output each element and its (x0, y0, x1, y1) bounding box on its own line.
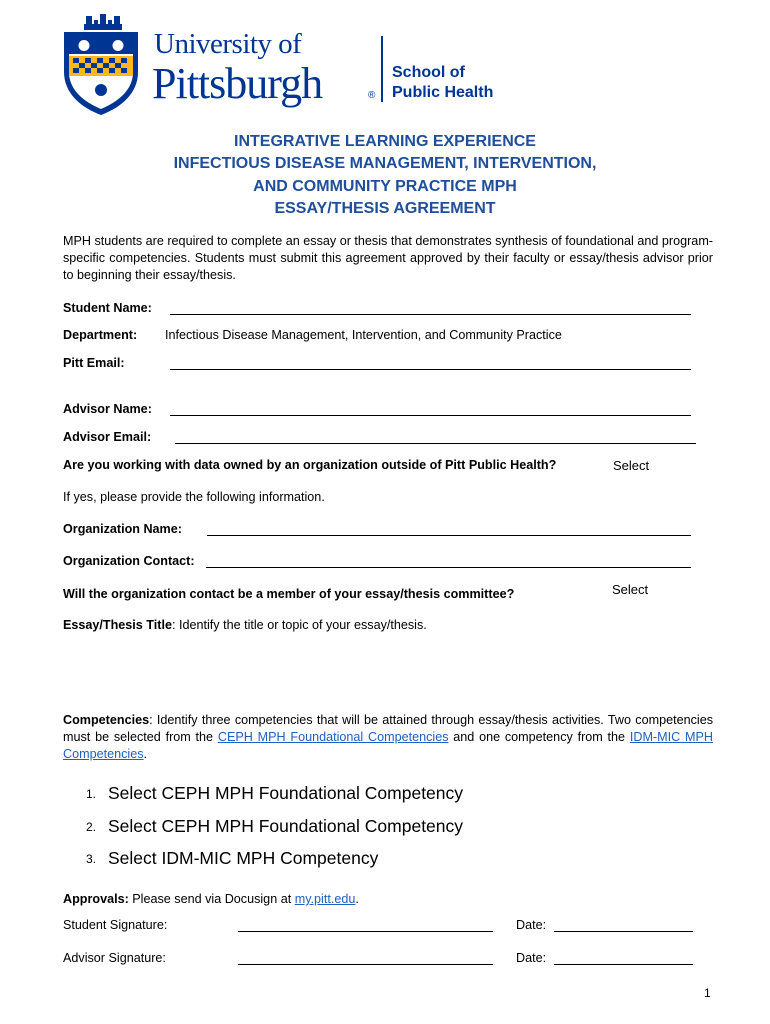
student-signature-label: Student Signature: (63, 918, 168, 932)
committee-question: Will the organization contact be a member of your essay/thesis committee? (63, 587, 515, 601)
approvals-label: Approvals: (63, 892, 129, 906)
school-name-line1: School of (392, 64, 465, 81)
page-number: 1 (704, 986, 711, 1000)
advisor-date-label: Date: (516, 951, 547, 965)
school-name-line2: Public Health (392, 84, 494, 101)
university-wordmark-line1: University of (154, 28, 302, 60)
competency-number-2: 2. (86, 820, 97, 834)
advisor-signature-label: Advisor Signature: (63, 951, 166, 965)
advisor-name-label: Advisor Name: (63, 402, 152, 416)
organization-contact-label: Organization Contact: (63, 554, 195, 568)
essay-title-label: Essay/Thesis Title (63, 618, 172, 632)
university-wordmark-line2: Pittsburgh (152, 59, 323, 108)
document-title-line3: AND COMMUNITY PRACTICE MPH (253, 178, 517, 195)
shield-icon (62, 14, 140, 116)
committee-select[interactable]: Select (612, 582, 649, 597)
data-ownership-question: Are you working with data owned by an organization outside of Pitt Public Health? (63, 458, 557, 472)
approvals-instruction (63, 892, 359, 906)
organization-contact-field[interactable] (206, 567, 691, 568)
ceph-competencies-link[interactable]: CEPH MPH Foundational Competencies (217, 730, 449, 744)
my-pitt-link[interactable]: my.pitt.edu (294, 892, 356, 906)
advisor-signature-field[interactable] (238, 964, 493, 965)
department-value: Infectious Disease Management, Intervention, and Community Practice (165, 328, 562, 342)
student-name-label: Student Name: (63, 301, 152, 315)
competencies-label: Competencies (63, 713, 150, 727)
intro-paragraph: MPH students are required to complete an essay or thesis that demonstrates synthesis of foundational and program-specific competencies. Students must submit this agreement approved by their faculty or essay/thesis advisor prior to beginning their essay/thesis. (63, 234, 713, 282)
essay-title-text: : Identify the title or topic of your essay/thesis. (171, 618, 427, 632)
approvals-end: . (355, 892, 359, 906)
document-title-line2: INFECTIOUS DISEASE MANAGEMENT, INTERVENTION, (173, 155, 597, 172)
student-date-label: Date: (516, 918, 547, 932)
organization-name-field[interactable] (207, 535, 691, 536)
organization-name-label: Organization Name: (63, 522, 182, 536)
university-logo (62, 14, 502, 120)
data-ownership-select[interactable]: Select (613, 458, 650, 473)
competency-number-3: 3. (86, 852, 97, 866)
competencies-text-3: . (143, 747, 148, 761)
advisor-date-field[interactable] (554, 964, 693, 965)
competencies-text-2: and one competency from the (448, 730, 630, 744)
department-label: Department: (63, 328, 138, 342)
student-date-field[interactable] (554, 931, 693, 932)
student-name-field[interactable] (170, 314, 691, 315)
competency-select-2[interactable]: Select CEPH MPH Foundational Competency (108, 816, 464, 836)
competency-select-1[interactable]: Select CEPH MPH Foundational Competency (108, 783, 464, 803)
document-title-line4: ESSAY/THESIS AGREEMENT (274, 200, 496, 217)
logo-divider (381, 36, 383, 102)
approvals-text: Please send via Docusign at (128, 892, 295, 906)
idm-mic-competencies-link[interactable]: IDM-MIC MPH Competencies (63, 730, 713, 761)
advisor-name-field[interactable] (170, 415, 691, 416)
essay-title-instruction (63, 618, 427, 632)
document-title-line1: INTEGRATIVE LEARNING EXPERIENCE (234, 133, 536, 150)
competency-select-3[interactable]: Select IDM-MIC MPH Competency (108, 848, 379, 868)
competencies-text-1: : Identify three competencies that will be attained through essay/thesis activities. Two competencies must be selected from the (63, 713, 713, 744)
if-yes-instruction: If yes, please provide the following information. (63, 490, 325, 504)
competencies-paragraph (63, 712, 713, 763)
advisor-email-field[interactable] (175, 443, 696, 444)
student-signature-field[interactable] (238, 931, 493, 932)
registered-mark: ® (368, 90, 376, 101)
competency-number-1: 1. (86, 787, 97, 801)
pitt-email-field[interactable] (170, 369, 691, 370)
pitt-email-label: Pitt Email: (63, 356, 125, 370)
advisor-email-label: Advisor Email: (63, 430, 152, 444)
